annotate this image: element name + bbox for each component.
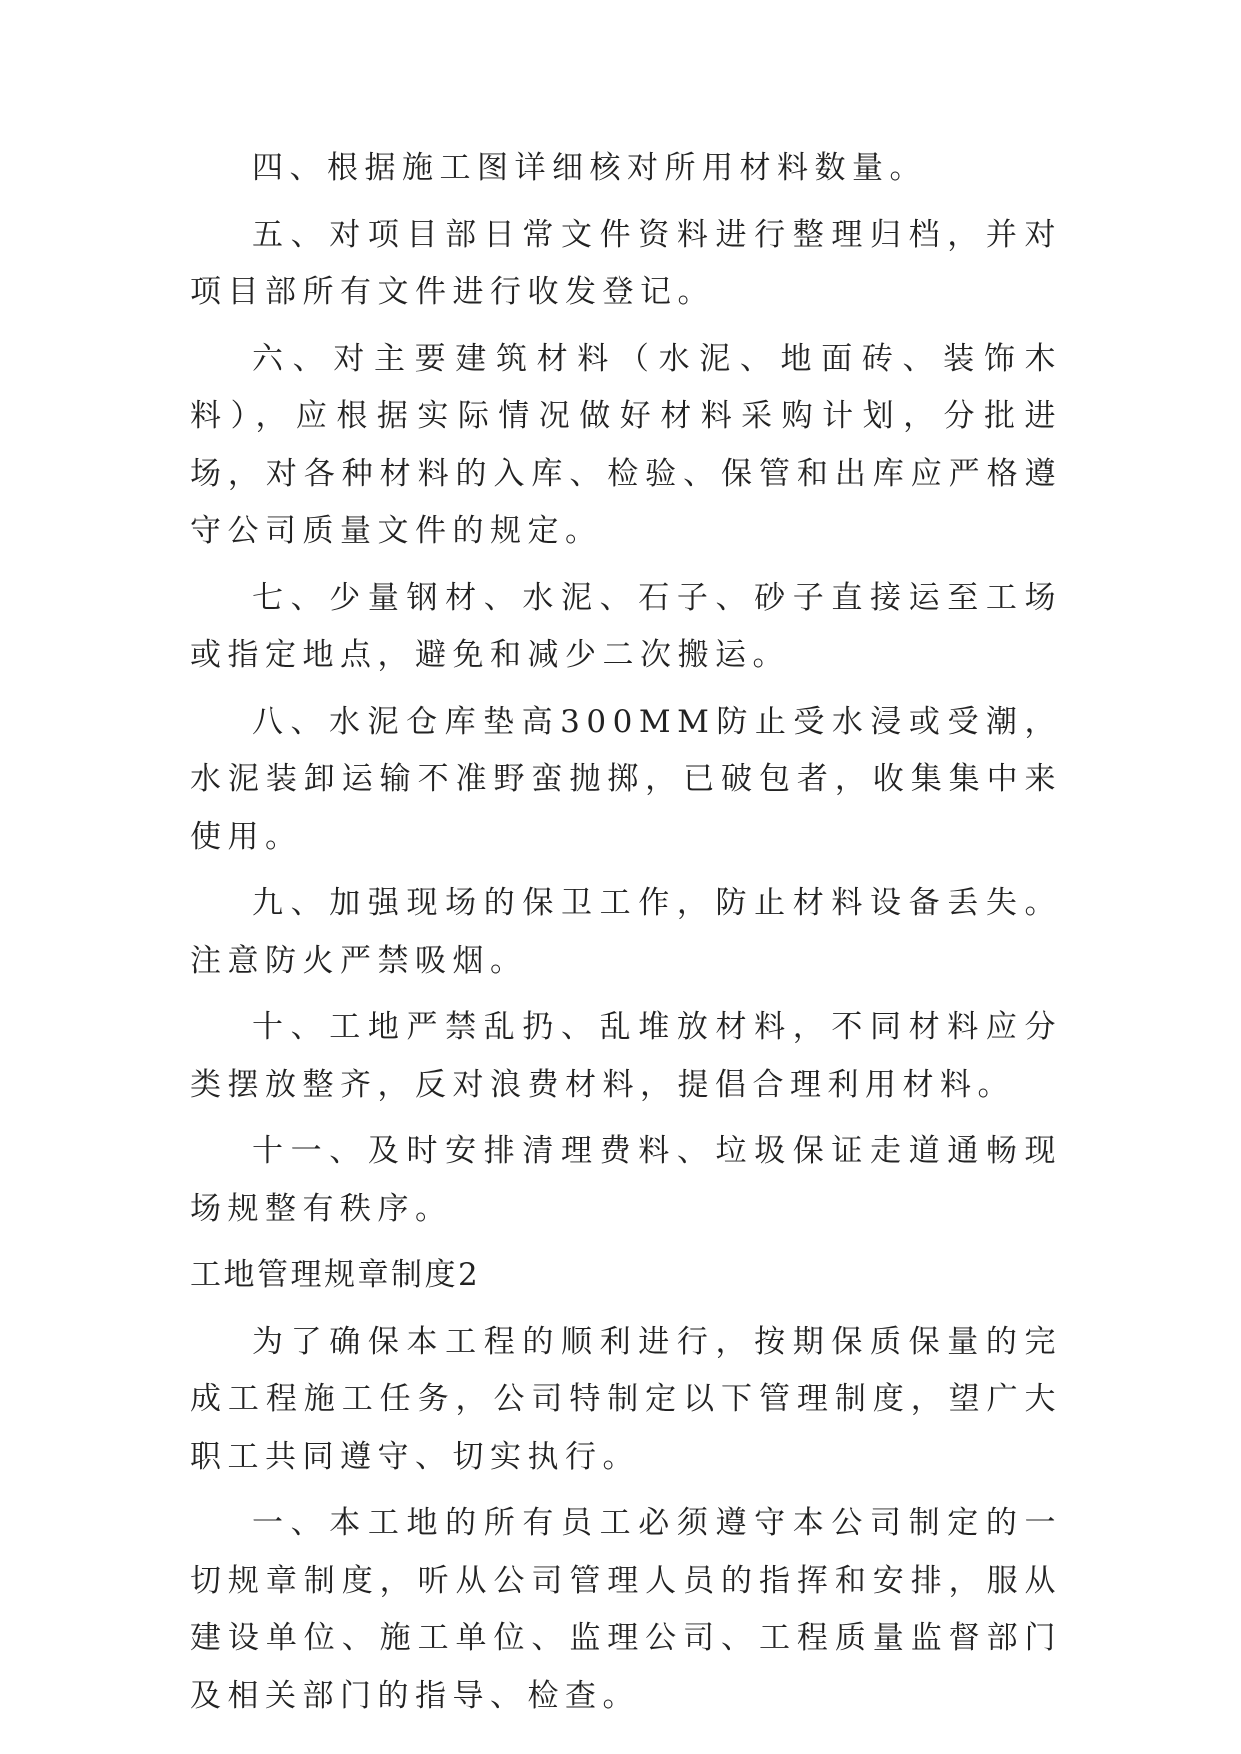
paragraph-9: 九、加强现场的保卫工作，防止材料设备丢失。注意防火严禁吸烟。	[190, 885, 1062, 979]
document-page	[190, 140, 1062, 1734]
paragraph-8: 八、水泥仓库垫高300MM防止受水浸或受潮，水泥装卸运输不准野蛮抛掷，已破包者，收集集中来使用。	[190, 703, 1062, 855]
paragraph-4: 四、根据施工图详细核对所用材料数量。	[252, 150, 927, 186]
paragraph-7: 七、少量钢材、水泥、石子、砂子直接运至工场或指定地点，避免和减少二次搬运。	[190, 579, 1062, 673]
paragraph-6: 六、对主要建筑材料（水泥、地面砖、装饰木料），应根据实际情况做好材料采购计划，分批进场，对各种材料的入库、检验、保管和出库应严格遵守公司质量文件的规定。	[190, 340, 1062, 549]
paragraph-10: 十、工地严禁乱扔、乱堆放材料，不同材料应分类摆放整齐，反对浪费材料，提倡合理利用材料。	[190, 1009, 1062, 1103]
section-title: 工地管理规章制度2	[190, 1257, 481, 1293]
section-intro-paragraph: 为了确保本工程的顺利进行，按期保质保量的完成工程施工任务，公司特制定以下管理制度，望广大职工共同遵守、切实执行。	[190, 1323, 1062, 1475]
paragraph-11: 十一、及时安排清理费料、垃圾保证走道通畅现场规整有秩序。	[190, 1133, 1062, 1227]
section-paragraph-1: 一、本工地的所有员工必须遵守本公司制定的一切规章制度，听从公司管理人员的指挥和安排，服从建设单位、施工单位、监理公司、工程质量监督部门及相关部门的指导、检查。	[190, 1505, 1062, 1714]
paragraph-5: 五、对项目部日常文件资料进行整理归档，并对项目部所有文件进行收发登记。	[190, 216, 1062, 310]
